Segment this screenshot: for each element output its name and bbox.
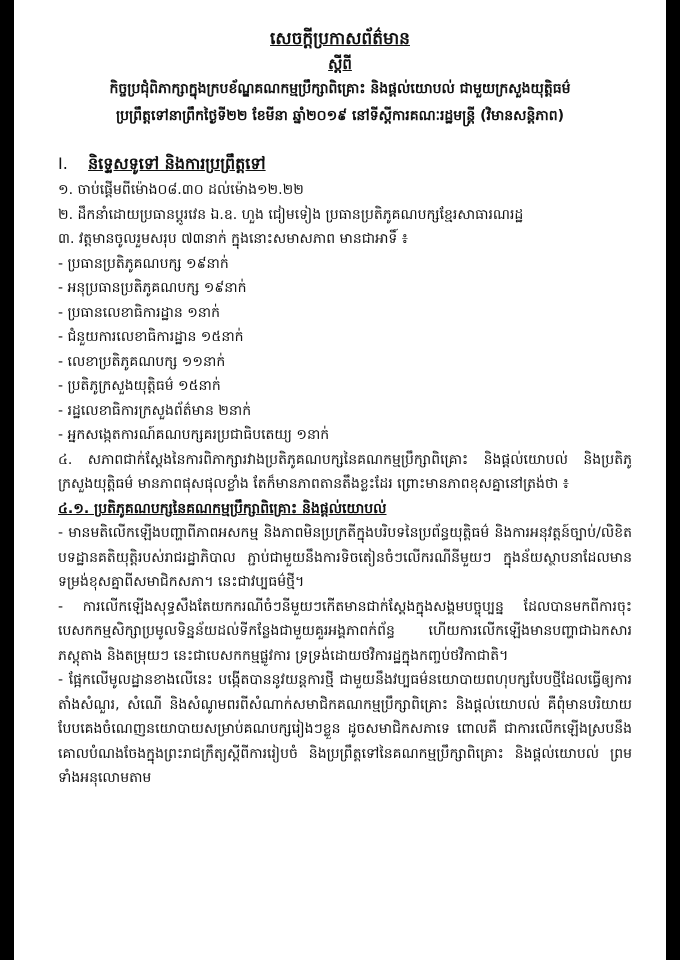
section-title: និទ្ទេសទូទៅ និងការប្រព្រឹត្តទៅ xyxy=(88,154,266,173)
list-item: - រដ្ឋលេខាធិការក្រសួងព័ត៌មាន ២នាក់ xyxy=(58,402,252,419)
document-intro-line: ប្រព្រឹត្តទៅនាព្រឹកថ្ងៃទី២២ ខែមីនា ឆ្នាំ២០១៩ នៅទីស្តីការគណៈរដ្ឋមន្ត្រី (វិមានសន្តិភាព) xyxy=(115,108,565,124)
document-subtitle: ស្តីពី xyxy=(328,55,352,73)
list-item: - អ្នកសង្កេតការណ៍គណបក្សគរប្រជាធិបតេយ្យ ១នាក់ xyxy=(58,427,330,443)
document-body xyxy=(14,150,666,791)
list-item: - ប្រធានលេខាធិការដ្ឋាន ១នាក់ xyxy=(58,304,221,321)
list-item: - ប្រធានប្រតិភូគណបក្ស ១៩នាក់ xyxy=(58,255,229,272)
list-item: - លេខាប្រតិភូគណបក្ស ១១នាក់ xyxy=(58,353,226,370)
list-item: ៣. វត្តមានចូលរួមសរុប ៧៣នាក់ ក្នុងនោះសមាសភាព មានជាអាទិ៍ ៖ xyxy=(58,231,408,247)
paragraph: - មានមតិលើកឡើងបញ្ហាពីភាពអសកម្ម និងភាពមិនប្រក្រតីក្នុងបរិបទនៃប្រព័ន្ធយុត្តិធម៌ និងការអនុវត្តន៍ច្បាប់/លិខិតបទដ្ឋានគតិយុត្តិរបស់រាជរដ្ឋាភិបាល ភ្ជាប់ជាមួយនឹងការទិចតៀនចំៗលើករណីនីមួយៗ ក្នុងន័យស្ថាបនាដែលមានទម្រង់ខុសគ្នាពីសមាជិកសភា។ នេះជាវប្បធម៌ថ្មី។ xyxy=(58,525,632,590)
document-title: សេចក្តីប្រកាសព័ត៌មាន xyxy=(270,29,410,49)
document-header xyxy=(14,26,666,130)
paragraph: ៤. សភាពជាក់ស្តែងនៃការពិភាក្សារវាងប្រតិភូគណបក្សនៃគណកម្មប្រឹក្សាពិគ្រោះ និងផ្តល់យោបល់ និងប្រតិភូក្រសួងយុត្តិធម៌ មានភាពផុសផុលខ្លាំង តែក៏មានភាពតានតឹងខ្លះដែរ ព្រោះមានភាពខុសគ្នានៅត្រង់ថា ៖ xyxy=(58,451,632,492)
document-page xyxy=(14,0,666,960)
list-item: - ប្រតិភូក្រសួងយុត្តិធម៌ ១៥នាក់ xyxy=(58,378,221,394)
subsection-heading: ៤.១. ប្រតិភូគណបក្សនៃគណកម្មប្រឹក្សាពិគ្រោះ និងផ្តល់យោបល់ xyxy=(58,500,387,517)
paragraph: - ផ្អែកលើមូលដ្ឋានខាងលើនេះ បង្កើតបាននូវយន្តការថ្មី ជាមួយនឹងវប្បធម៌នយោបាយពហុបក្សបែបថ្មីដែលធ្វើឲ្យការតាំងសំណួរ, សំណើ និងសំណូមពរពីសំណាក់សមាជិកគណកម្មប្រឹក្សាពិគ្រោះ និងផ្តល់យោបល់ គឺពុំមានបរិយាយបែបគេងចំណេញនយោបាយសម្រាប់គណបក្សរៀងៗខ្លួន ដូចសមាជិកសភាទេ ពោលគឺ ជាការលើកឡើងស្របនឹងគោលបំណងចែងក្នុងព្រះរាជក្រឹត្យស្តីពីការរៀបចំ និងប្រព្រឹត្តទៅនៃគណកម្មប្រឹក្សាពិគ្រោះ និងផ្តល់យោបល់ ព្រមទាំងអនុលោមតាម xyxy=(58,672,632,786)
list-item: - ជំនួយការលេខាធិការដ្ឋាន ១៥នាក់ xyxy=(58,329,244,345)
document-intro-line: កិច្ចប្រជុំពិភាក្សាក្នុងក្របខ័ណ្ឌគណកម្មប្រឹក្សាពិគ្រោះ និងផ្តល់យោបល់ ជាមួយក្រសួងយុត្តិធម៌ xyxy=(109,81,571,97)
list-item: ១. ចាប់ផ្តើមពីម៉ោង០៨.៣០ ដល់ម៉ោង១២.២២ xyxy=(58,182,304,198)
paragraph: - ការលើកឡើងសុទ្ធសឹងតែយកករណីចំៗនីមួយៗកើតមានជាក់ស្តែងក្នុងសង្គមបច្ចុប្បន្ន ដែលបានមកពីការចុះបេសកកម្មសិក្សាប្រមូលទិន្នន័យដល់ទីកន្លែងជាមួយគួរអង្គភាពក់ព័ន្ធ ហើយការលើកឡើងមានបញ្ហាជាឯកសារភស្តុតាង និងតម្រុយៗ នេះជាបេសកកម្មផ្លូវការ ទ្រទ្រង់ដោយថវិការដ្ឋក្នុងកញ្ចប់ថវិកាជាតិ។ xyxy=(58,598,632,664)
section-number: I. xyxy=(58,154,68,173)
list-item: - អនុប្រធានប្រតិភូគណបក្ស ១៩នាក់ xyxy=(58,280,247,296)
list-item: ២. ដឹកនាំដោយប្រធានប្តូរវេន ឯ.ឧ. ហួង ជៀមទៀង ប្រធានប្រតិភូគណបក្សខ្មែរសាធារណរដ្ឋ xyxy=(58,206,524,223)
section-heading xyxy=(58,150,632,178)
